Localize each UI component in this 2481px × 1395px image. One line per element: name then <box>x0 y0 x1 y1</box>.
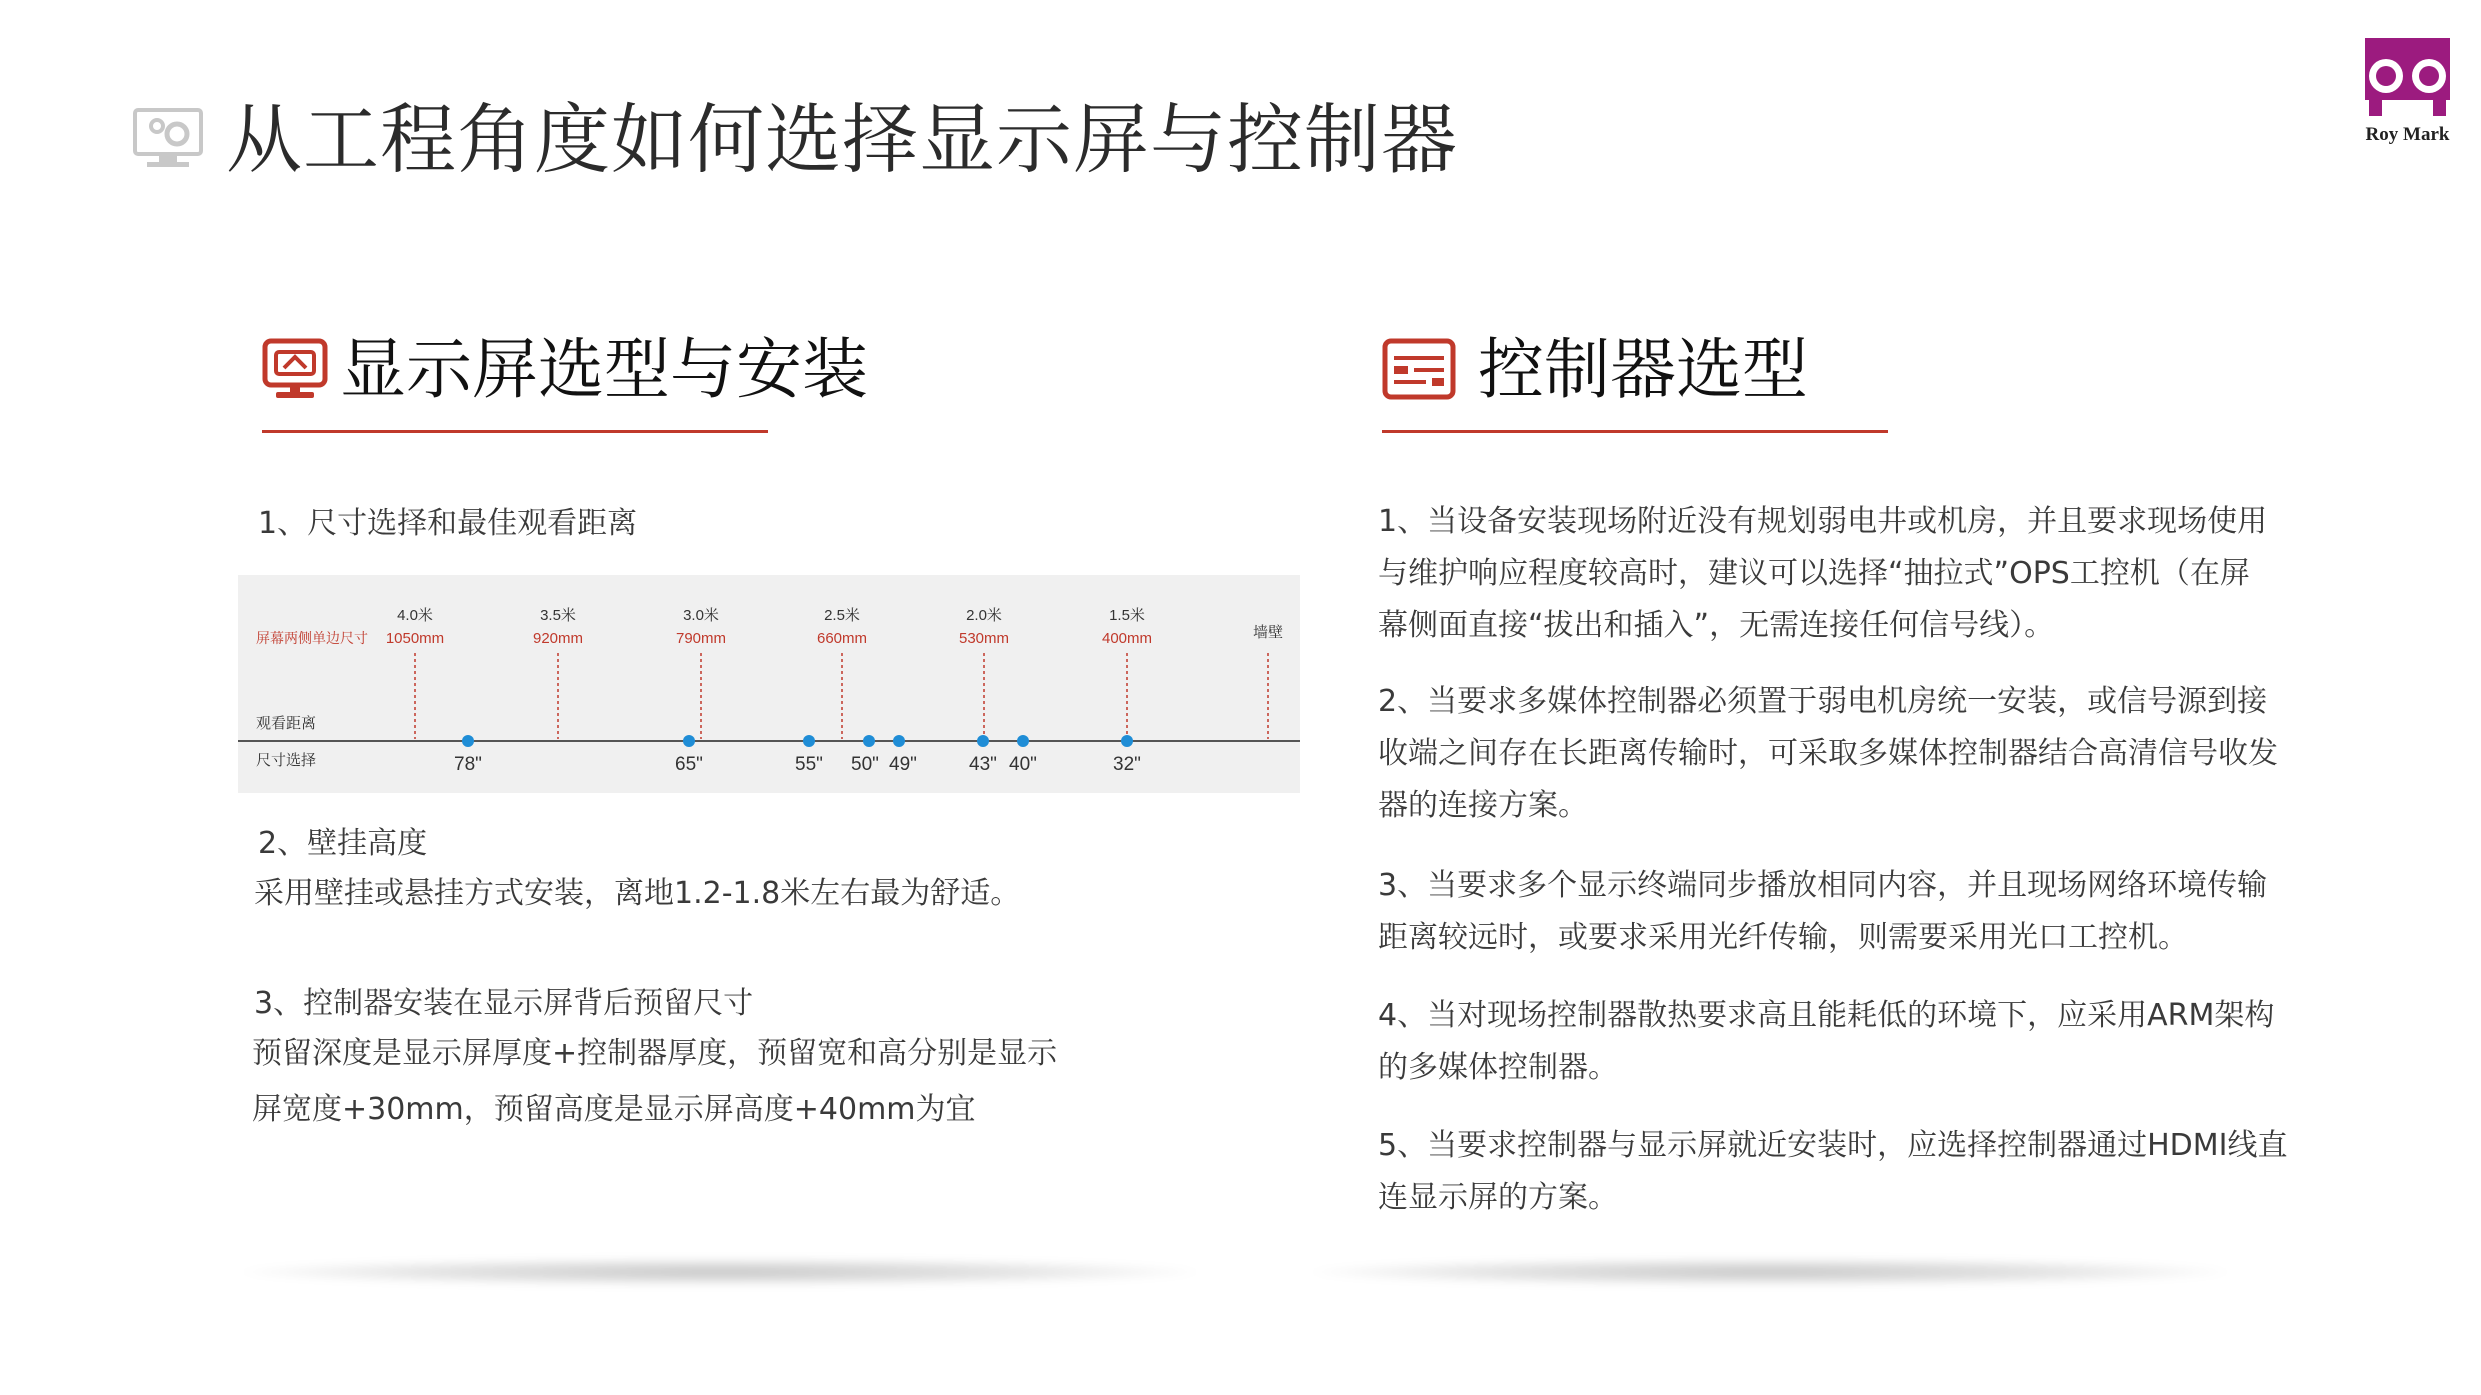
chart-distance-label: 2.0米 <box>966 607 1002 624</box>
controller-space-text-2: 屏宽度+30mm，预留高度是显示屏高度+40mm为宜 <box>252 1092 976 1127</box>
monitor-gear-icon <box>133 108 203 170</box>
chart-size-dot <box>1121 735 1133 747</box>
logo-text: Roy Mark <box>2365 124 2450 145</box>
chart-size-label: 65" <box>675 754 703 775</box>
viewing-distance-chart <box>238 575 1300 793</box>
chart-margin-label: 530mm <box>958 630 1010 647</box>
controller-text-line: 与维护响应程度较高时，建议可以选择“抽拉式”OPS工控机（在屏 <box>1378 556 2250 591</box>
chart-size-dot <box>1017 735 1029 747</box>
size-selection-heading: 1、尺寸选择和最佳观看距离 <box>258 506 638 541</box>
chart-distance-label: 2.5米 <box>824 607 860 624</box>
chart-size-dot <box>893 735 905 747</box>
chart-size-dot <box>683 735 695 747</box>
chart-distance-label: 4.0米 <box>397 607 433 624</box>
chart-size-label: 78" <box>454 754 482 775</box>
chart-size-label: 50" <box>851 754 879 775</box>
controller-text-line: 3、当要求多个显示终端同步播放相同内容，并且现场网络环境传输 <box>1378 868 2268 903</box>
chart-row-label-view: 观看距离 <box>256 715 317 732</box>
chart-distance-label: 1.5米 <box>1109 607 1145 624</box>
controller-space-heading: 3、控制器安装在显示屏背后预留尺寸 <box>254 986 754 1021</box>
wall-height-text: 采用壁挂或悬挂方式安装，离地1.2-1.8米左右最为舒适。 <box>254 876 1021 911</box>
chart-size-label: 40" <box>1009 754 1037 775</box>
controller-icon <box>1382 338 1448 400</box>
display-section-heading: 显示屏选型与安装 <box>340 331 868 408</box>
heading-underline <box>1382 430 1888 433</box>
chart-size-dot <box>977 735 989 747</box>
controller-section-heading: 控制器选型 <box>1478 331 1808 408</box>
controller-text-line: 的多媒体控制器。 <box>1378 1050 1618 1085</box>
controller-text-line: 幕侧面直接“拔出和插入”，无需连接任何信号线）。 <box>1378 608 2055 643</box>
controller-text-line: 4、当对现场控制器散热要求高且能耗低的环境下，应采用ARM架构 <box>1378 998 2275 1033</box>
chart-size-dot <box>863 735 875 747</box>
chart-margin-label: 400mm <box>1101 630 1153 647</box>
chart-margin-label: 660mm <box>816 630 868 647</box>
controller-text-line: 5、当要求控制器与显示屏就近安装时，应选择控制器通过HDMI线直 <box>1378 1128 2288 1163</box>
chart-margin-label: 1050mm <box>385 630 445 647</box>
chart-margin-label: 920mm <box>532 630 584 647</box>
controller-text-line: 距离较远时，或要求采用光纤传输，则需要采用光口工控机。 <box>1378 920 2188 955</box>
chart-row-label-size: 尺寸选择 <box>256 752 317 769</box>
controller-text-line: 连显示屏的方案。 <box>1378 1180 1618 1215</box>
display-install-icon <box>262 338 328 400</box>
wall-height-heading: 2、壁挂高度 <box>258 826 428 861</box>
chart-size-dot <box>462 735 474 747</box>
controller-text-line: 收端之间存在长距离传输时，可采取多媒体控制器结合高清信号收发 <box>1378 736 2278 771</box>
controller-text-line: 器的连接方案。 <box>1378 788 1588 823</box>
card-shadow-left <box>240 1258 1200 1286</box>
chart-size-label: 32" <box>1113 754 1141 775</box>
logo-mark-icon <box>2365 38 2450 118</box>
chart-distance-label: 3.0米 <box>683 607 719 624</box>
chart-row-label-top: 屏幕两侧单边尺寸 <box>256 630 368 646</box>
page-title: 从工程角度如何选择显示屏与控制器 <box>226 95 1458 184</box>
card-shadow-right <box>1310 1258 2230 1286</box>
controller-space-text-1: 预留深度是显示屏厚度+控制器厚度，预留宽和高分别是显示 <box>252 1036 1058 1071</box>
brand-logo <box>2355 38 2460 148</box>
chart-size-label: 43" <box>969 754 997 775</box>
chart-margin-label: 790mm <box>675 630 727 647</box>
chart-size-label: 49" <box>889 754 917 775</box>
controller-text-line: 2、当要求多媒体控制器必须置于弱电机房统一安装，或信号源到接 <box>1378 684 2268 719</box>
chart-distance-label: 3.5米 <box>540 607 576 624</box>
chart-size-label: 55" <box>795 754 823 775</box>
controller-text-line: 1、当设备安装现场附近没有规划弱电井或机房，并且要求现场使用 <box>1378 504 2268 539</box>
heading-underline <box>262 430 768 433</box>
chart-wall-label: 墙壁 <box>1252 624 1284 641</box>
chart-size-dot <box>803 735 815 747</box>
